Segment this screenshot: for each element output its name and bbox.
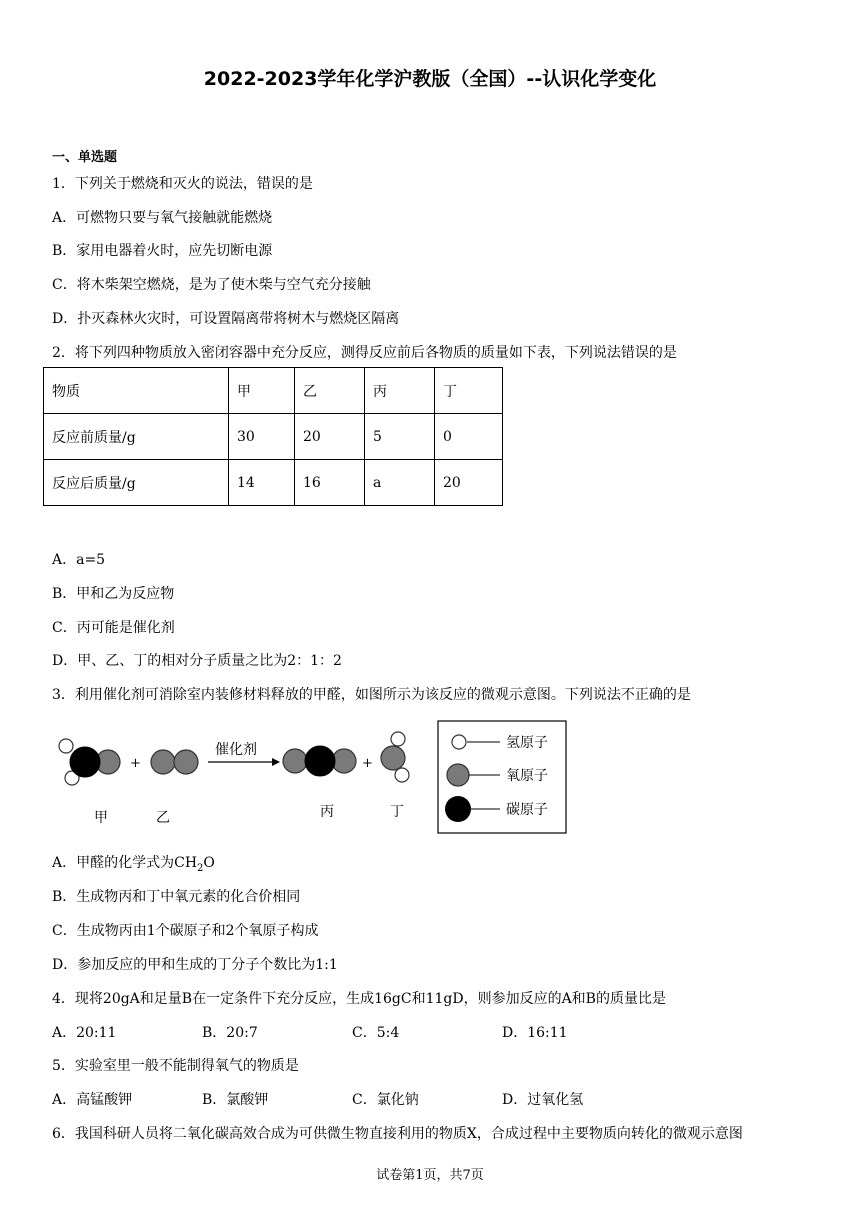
water-molecule [381, 732, 409, 782]
table-cell: 20 [295, 414, 365, 460]
section-heading: 一、单选题 [52, 150, 118, 165]
catalyst-label: 催化剂 [215, 742, 257, 758]
table-cell: 20 [435, 460, 503, 506]
table-cell: 物质 [44, 368, 229, 414]
table-row [44, 460, 503, 506]
reaction-diagram [50, 712, 580, 842]
page-title: 2022-2023学年化学沪教版（全国）--认识化学变化 [203, 68, 657, 90]
table-cell: 0 [435, 414, 503, 460]
table-cell: 5 [365, 414, 435, 460]
label-bing: 丙 [320, 804, 334, 820]
carbon-atom-icon [445, 796, 471, 822]
mass-table [43, 367, 503, 506]
option-a-text: A．甲醛的化学式为CH [52, 855, 198, 871]
label-ding: 丁 [390, 804, 404, 820]
legend-oxygen: 氧原子 [506, 768, 548, 784]
question-3-stem: 3．利用催化剂可消除室内装修材料释放的甲醛，如图所示为该反应的微观示意图。下列说法不正确的是 [52, 687, 691, 703]
page-footer: 试卷第1页，共7页 [376, 1168, 484, 1183]
table-cell: a [365, 460, 435, 506]
question-4-options [52, 1022, 652, 1042]
question-5-option-c: C．氯化钠 [352, 1092, 419, 1108]
question-3-option-d: D．参加反应的甲和生成的丁分子个数比为1:1 [52, 957, 338, 973]
table-row [44, 368, 503, 414]
question-2-option-c: C．丙可能是催化剂 [52, 620, 175, 636]
question-1-option-b: B．家用电器着火时，应先切断电源 [52, 243, 273, 259]
question-4-option-a: A．20:11 [52, 1025, 117, 1041]
plus-sign-1: + [130, 756, 141, 771]
question-5-option-a: A．高锰酸钾 [52, 1092, 133, 1108]
atom-legend [438, 721, 566, 833]
carbon-dioxide-molecule [283, 746, 356, 776]
legend-carbon: 碳原子 [506, 802, 548, 818]
question-3-option-b: B．生成物丙和丁中氧元素的化合价相同 [52, 889, 301, 905]
label-jia: 甲 [94, 810, 108, 826]
oxygen-atom-icon [447, 764, 469, 786]
table-cell: 14 [229, 460, 295, 506]
arrow-head-icon [272, 758, 280, 766]
table-cell: 反应后质量/g [44, 460, 229, 506]
table-cell: 反应前质量/g [44, 414, 229, 460]
question-4-option-c: C．5:4 [352, 1025, 400, 1041]
question-1-option-d: D．扑灭森林火灾时，可设置隔离带将树木与燃烧区隔离 [52, 311, 400, 327]
formula-subscript: 2 [197, 862, 204, 874]
question-6-stem: 6．我国科研人员将二氧化碳高效合成为可供微生物直接利用的物质X，合成过程中主要物质向转化的微观示意图 [52, 1126, 743, 1142]
table-cell: 甲 [229, 368, 295, 414]
table-cell: 乙 [295, 368, 365, 414]
question-1-option-a: A．可燃物只要与氧气接触就能燃烧 [52, 210, 273, 226]
question-3-option-a [52, 852, 215, 874]
question-5-stem: 5．实验室里一般不能制得氧气的物质是 [52, 1058, 299, 1074]
question-4-stem: 4．现将20gA和足量B在一定条件下充分反应，生成16gC和11gD，则参加反应的A和B的质量比是 [52, 991, 666, 1007]
question-5-option-d: D．过氧化氢 [502, 1092, 584, 1108]
question-4-option-b: B．20:7 [202, 1025, 258, 1041]
table-cell: 丁 [435, 368, 503, 414]
table-cell: 30 [229, 414, 295, 460]
legend-hydrogen: 氢原子 [506, 735, 548, 751]
question-5-option-b: B．氯酸钾 [202, 1092, 269, 1108]
table-row [44, 414, 503, 460]
question-5-options [52, 1089, 652, 1109]
question-2-stem: 2．将下列四种物质放入密闭容器中充分反应，测得反应前后各物质的质量如下表，下列说法错误的是 [52, 345, 677, 361]
question-2-option-b: B．甲和乙为反应物 [52, 586, 175, 602]
plus-sign-2: + [362, 756, 373, 771]
oxygen-molecule [151, 750, 198, 774]
question-2-option-a: A．a=5 [52, 552, 106, 568]
table-cell: 丙 [365, 368, 435, 414]
formaldehyde-molecule [59, 739, 120, 785]
hydrogen-atom-icon [452, 735, 466, 749]
question-2-option-d: D．甲、乙、丁的相对分子质量之比为2：1：2 [52, 653, 342, 669]
label-yi: 乙 [156, 810, 170, 826]
table-cell: 16 [295, 460, 365, 506]
question-3-option-c: C．生成物丙由1个碳原子和2个氧原子构成 [52, 923, 319, 939]
question-1-stem: 1．下列关于燃烧和灭火的说法，错误的是 [52, 176, 313, 192]
question-4-option-d: D．16:11 [502, 1025, 568, 1041]
option-a-suffix: O [203, 855, 215, 871]
question-1-option-c: C．将木柴架空燃烧，是为了使木柴与空气充分接触 [52, 277, 371, 293]
